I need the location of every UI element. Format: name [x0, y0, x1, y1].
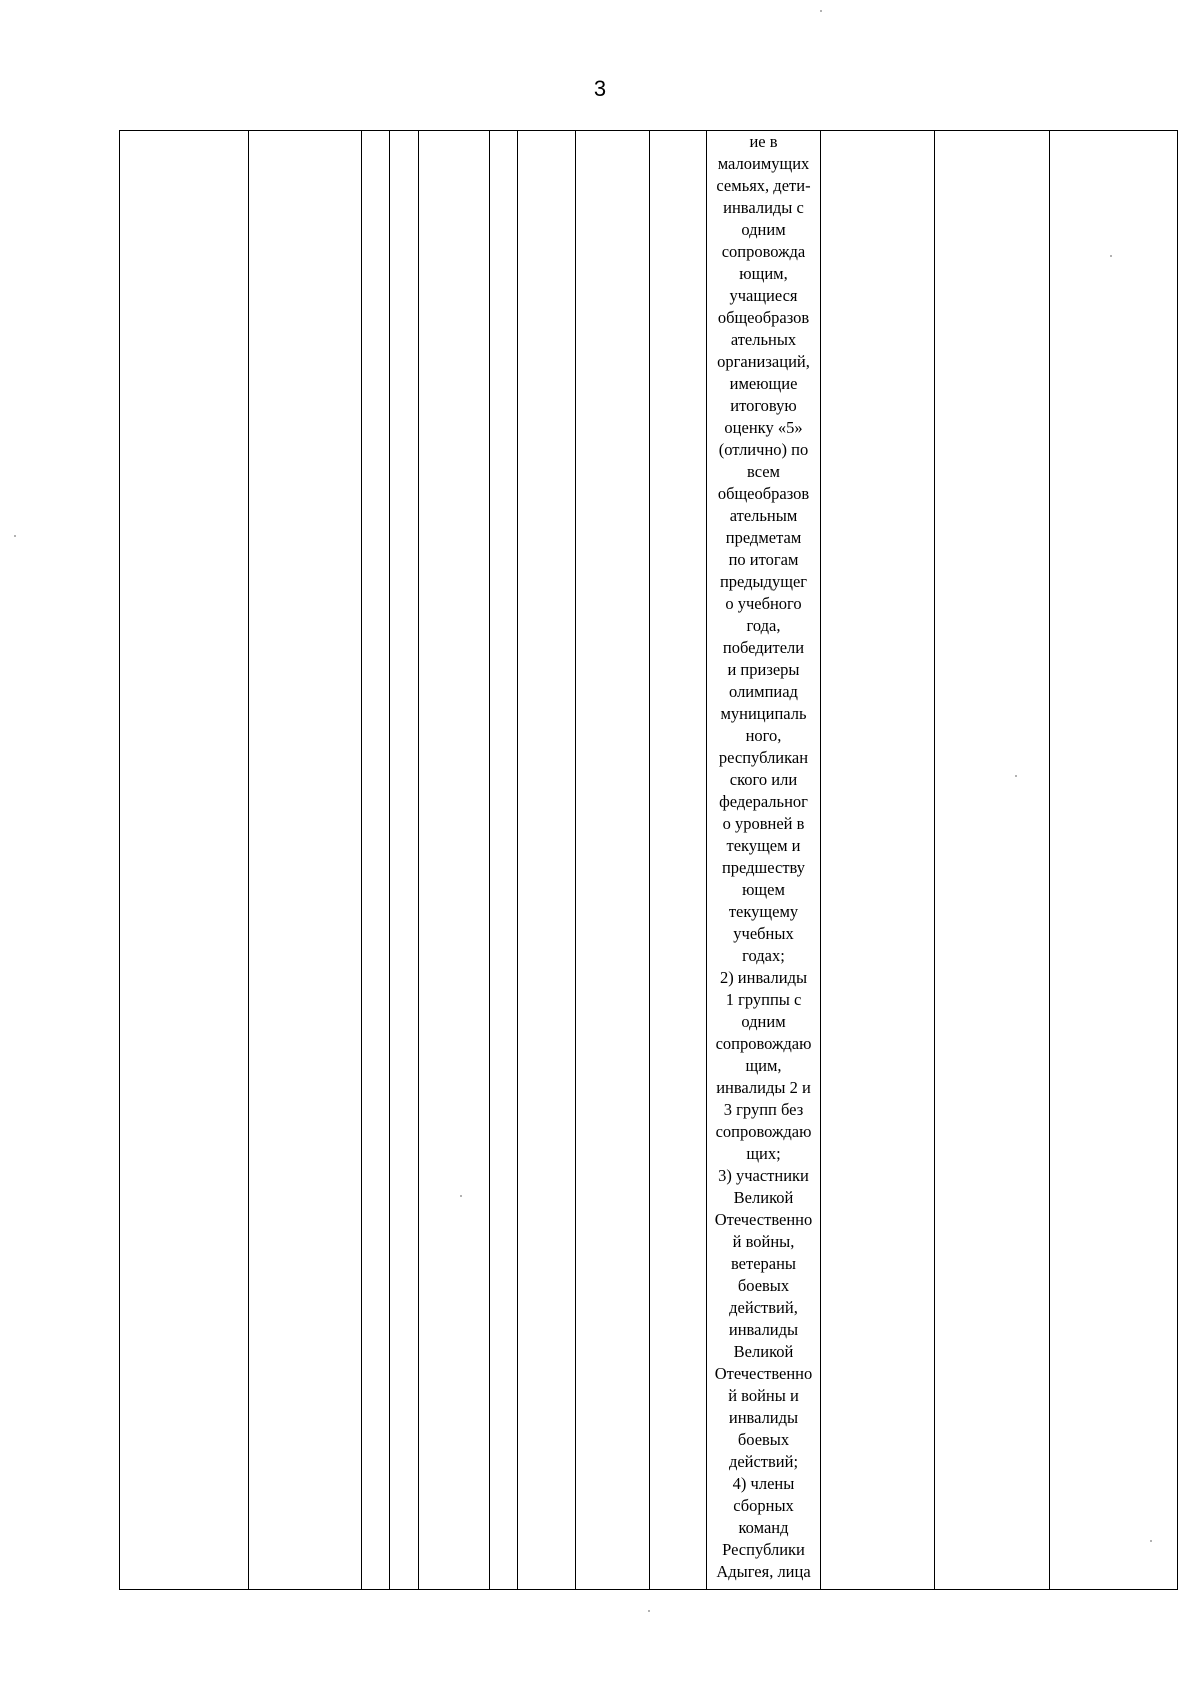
- table-cell-col-1: [120, 131, 249, 1590]
- criteria-text-line: годах;: [742, 946, 785, 965]
- criteria-text-line: 3 групп без: [723, 1100, 804, 1119]
- criteria-text-line: ательным: [729, 506, 798, 525]
- scan-speck: [1015, 775, 1017, 777]
- criteria-text-line: Отечественно: [714, 1364, 813, 1383]
- scan-speck: [820, 10, 822, 12]
- criteria-text-line: инвалиды с: [723, 198, 804, 217]
- criteria-text-line: оценку «5»: [724, 418, 803, 437]
- criteria-text-line: боевых: [737, 1276, 790, 1295]
- criteria-text-line: ного,: [745, 726, 782, 745]
- document-table: [119, 130, 1178, 1590]
- criteria-text-line: сборных: [733, 1496, 794, 1515]
- criteria-text-line: организаций,: [717, 352, 810, 371]
- scan-speck: [1150, 1540, 1152, 1542]
- table-row: [120, 131, 1178, 1590]
- criteria-text: [707, 131, 820, 1583]
- table-cell-col-13: [1050, 131, 1178, 1590]
- criteria-text-line: учащиеся: [729, 286, 798, 305]
- criteria-text-line: о уровней в: [722, 814, 805, 833]
- criteria-text-line: команд: [738, 1518, 789, 1537]
- criteria-text-line: победители: [722, 638, 805, 657]
- table-cell-col-2: [249, 131, 362, 1590]
- criteria-text-line: й войны,: [732, 1232, 795, 1251]
- criteria-text-line: ие в: [749, 132, 778, 151]
- criteria-text-line: семьях, дети-: [716, 176, 811, 195]
- criteria-text-line: и призеры: [727, 660, 800, 679]
- criteria-text-line: муниципаль: [720, 704, 807, 723]
- criteria-text-line: имеющие: [729, 374, 798, 393]
- scan-speck: [648, 1610, 650, 1612]
- criteria-text-line: й войны и: [728, 1386, 799, 1405]
- criteria-text-line: федеральног: [719, 792, 808, 811]
- criteria-text-line: щих;: [746, 1144, 781, 1163]
- criteria-text-line: сопровождаю: [715, 1122, 812, 1141]
- criteria-text-line: итоговую: [730, 396, 797, 415]
- criteria-text-line: общеобразов: [717, 484, 810, 503]
- criteria-text-line: ательных: [730, 330, 797, 349]
- table-cell-col-6: [490, 131, 518, 1590]
- table-cell-col-5: [419, 131, 490, 1590]
- table-cell-col-12: [935, 131, 1050, 1590]
- criteria-text-line: Отечественно: [714, 1210, 813, 1229]
- table-cell-col-8: [576, 131, 650, 1590]
- criteria-text-line: сопровожда: [721, 242, 806, 261]
- criteria-text-line: (отлично) по: [718, 440, 809, 459]
- criteria-text-line: текущем и: [726, 836, 801, 855]
- criteria-text-line: Великой: [733, 1188, 794, 1207]
- criteria-text-line: одним: [741, 1012, 786, 1031]
- criteria-text-line: предшеству: [721, 858, 806, 877]
- criteria-text-line: текущему: [728, 902, 799, 921]
- criteria-text-line: инвалиды 2 и: [716, 1078, 811, 1097]
- criteria-text-line: общеобразов: [717, 308, 810, 327]
- table-cell-col-11: [821, 131, 935, 1590]
- criteria-cell: [707, 131, 821, 1590]
- criteria-text-line: действий;: [728, 1452, 799, 1471]
- criteria-text-line: инвалиды: [728, 1408, 799, 1427]
- table-cell-col-9: [650, 131, 707, 1590]
- criteria-text-line: Великой: [733, 1342, 794, 1361]
- criteria-text-line: сопровождаю: [715, 1034, 812, 1053]
- criteria-text-line: 4) члены: [732, 1474, 795, 1493]
- criteria-text-line: боевых: [737, 1430, 790, 1449]
- page-number: 3: [593, 76, 607, 101]
- criteria-text-line: ющем: [742, 880, 785, 899]
- table-cell-col-7: [518, 131, 576, 1590]
- criteria-text-line: действий,: [729, 1298, 798, 1317]
- scan-speck: [1110, 255, 1112, 257]
- table-cell-col-3: [362, 131, 390, 1590]
- criteria-text-line: ского или: [729, 770, 798, 789]
- criteria-text-line: щим,: [745, 1056, 782, 1075]
- criteria-text-line: предметам: [725, 528, 802, 547]
- criteria-text-line: малоимущих: [717, 154, 810, 173]
- criteria-text-line: олимпиад: [729, 682, 798, 701]
- scan-speck: [14, 535, 16, 537]
- criteria-text-line: о учебного: [725, 594, 802, 613]
- criteria-text-line: Республики: [722, 1540, 805, 1559]
- criteria-text-line: Адыгея, лица: [716, 1562, 811, 1581]
- scan-speck: [460, 1195, 462, 1197]
- criteria-text-line: ющим,: [739, 264, 788, 283]
- criteria-text-line: всем: [747, 462, 780, 481]
- criteria-text-line: 1 группы с: [725, 990, 802, 1009]
- criteria-text-line: 3) участники: [718, 1166, 809, 1185]
- criteria-text-line: одним: [741, 220, 786, 239]
- criteria-text-line: по итогам: [728, 550, 799, 569]
- criteria-text-line: ветераны: [730, 1254, 797, 1273]
- criteria-text-line: учебных: [733, 924, 794, 943]
- criteria-text-line: республикан: [718, 748, 809, 767]
- criteria-text-line: 2) инвалиды: [719, 968, 808, 987]
- criteria-text-line: года,: [746, 616, 781, 635]
- criteria-text-line: предыдущег: [719, 572, 808, 591]
- table-cell-col-4: [390, 131, 419, 1590]
- criteria-text-line: инвалиды: [728, 1320, 799, 1339]
